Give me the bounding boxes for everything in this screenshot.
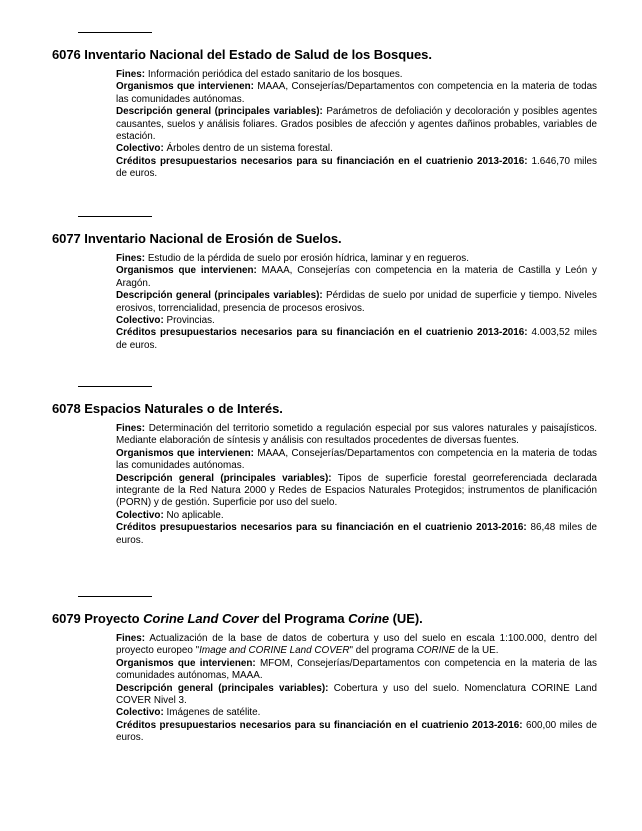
organismos-paragraph [116,265,597,290]
section-heading [52,47,597,62]
creditos-paragraph [116,522,597,547]
section-title: Inventario Nacional del Estado de Salud de los Bosques. [84,47,432,62]
organismos-text: MAAA, Consejerías/Departamentos con competencia en la materia de todas las comunidades autónomas. [116,447,597,472]
section-body [116,253,597,352]
section-divider [78,32,152,33]
organismos-label: Organismos que intervienen: [116,657,256,669]
section-number: 6079 [52,611,81,626]
descripcion-paragraph [116,683,597,708]
colectivo-text: Provincias. [166,315,215,327]
fines-paragraph [116,253,597,265]
section-title [84,611,422,626]
descripcion-label: Descripción general (principales variables): [116,682,329,694]
fines-label: Fines: [116,423,146,434]
descripcion-text: Tipos de superficie forestal georreferenciada declarada integrante de la Red Natura 2000 y Redes de Espacios Naturales Protegidos; instrumentos de planificación (PORN) y de gestión. Superficie por uso del suelo. [116,472,597,509]
creditos-label: Créditos presupuestarios necesarios para su financiación en el cuatrienio 2013-2016: [116,522,527,534]
creditos-label: Créditos presupuestarios necesarios para su financiación en el cuatrienio 2013-2016: [116,327,528,339]
colectivo-text: Árboles dentro de un sistema forestal. [166,143,333,155]
descripcion-text: Pérdidas de suelo por unidad de superficie y tiempo. Niveles erosivos, torrencialidad, presencia de procesos erosivos. [116,290,597,314]
colectivo-paragraph [116,510,597,522]
section-number: 6078 [52,401,81,416]
fines-text: Determinación del territorio sometido a regulación especial por sus valores naturales y paisajísticos. Mediante elaboración de síntesis y análisis con resultados procedentes de diversas fuentes. [116,423,597,447]
section-body [116,423,597,547]
section-title: Inventario Nacional de Erosión de Suelos. [84,231,342,246]
section-body [116,69,597,181]
organismos-paragraph [116,658,597,683]
fines-italic-text: CORINE [416,645,456,657]
section-divider [78,216,152,217]
fines-label: Fines: [116,69,146,80]
descripcion-label: Descripción general (principales variables): [116,472,332,484]
colectivo-label: Colectivo: [116,315,164,327]
descripcion-label: Descripción general (principales variables): [116,290,323,302]
section-heading [52,401,597,416]
creditos-paragraph [116,720,597,745]
section-6079 [52,596,597,745]
organismos-paragraph [116,81,597,106]
fines-paragraph [116,69,597,81]
colectivo-paragraph [116,707,597,719]
section-heading [52,611,597,626]
colectivo-label: Colectivo: [116,509,164,521]
section-number: 6077 [52,231,81,246]
creditos-text: 1.646,70 miles de euros. [116,155,597,180]
organismos-label: Organismos que intervienen: [116,265,257,277]
section-divider [78,386,152,387]
descripcion-text: Cobertura y uso del suelo. Nomenclatura CORINE Land COVER Nivel 3. [116,682,597,707]
descripcion-paragraph [116,473,597,510]
section-body [116,633,597,745]
fines-text: " del programa [349,645,417,657]
descripcion-text: Parámetros de defoliación y decoloración y posibles agentes causantes, suelos y análisis foliares. Grados posibles de afección y agentes dañinos probables, variables de estación. [116,106,598,143]
fines-italic-text: Image and CORINE Land COVER [199,645,350,657]
fines-text: de la UE. [455,645,499,657]
title-part: Proyecto [84,611,144,626]
section-heading [52,231,597,246]
creditos-paragraph [116,327,597,352]
fines-text: Estudio de la pérdida de suelo por erosión hídrica, laminar y en regueros. [147,253,469,264]
fines-text: Actualización de la base de datos de cobertura y uso del suelo en escala 1:100.000, dentro del proyecto europeo " [116,633,597,657]
organismos-text: MAAA, Consejerías/Departamentos con competencia en la materia de todas las comunidades autónomas. [116,81,597,105]
organismos-label: Organismos que intervienen: [116,447,254,459]
colectivo-label: Colectivo: [116,143,164,155]
descripcion-paragraph [116,106,597,143]
colectivo-label: Colectivo: [116,707,164,719]
creditos-label: Créditos presupuestarios necesarios para su financiación en el cuatrienio 2013-2016: [116,155,528,167]
section-divider [78,596,152,597]
organismos-label: Organismos que intervienen: [116,81,254,93]
colectivo-text: Imágenes de satélite. [166,707,261,719]
organismos-paragraph [116,448,597,473]
descripcion-paragraph [116,290,597,315]
title-part: del Programa [258,611,349,626]
organismos-text: MAAA, Consejerías con competencia en la materia de Castilla y León y Aragón. [116,265,597,289]
fines-label: Fines: [116,633,146,644]
colectivo-paragraph [116,315,597,327]
descripcion-label: Descripción general (principales variables): [116,106,323,118]
creditos-label: Créditos presupuestarios necesarios para su financiación en el cuatrienio 2013-2016: [116,719,523,731]
creditos-text: 4.003,52 miles de euros. [116,327,597,351]
fines-paragraph [116,423,597,448]
fines-text: Información periódica del estado sanitario de los bosques. [147,69,403,80]
colectivo-paragraph [116,143,597,155]
title-italic-part: Corine [348,611,390,626]
section-6076 [52,32,597,181]
title-part: (UE). [389,611,423,626]
section-number: 6076 [52,47,81,62]
section-title: Espacios Naturales o de Interés. [84,401,283,416]
creditos-text: 86,48 miles de euros. [116,522,597,546]
organismos-text: MFOM, Consejerías/Departamentos con competencia en la materia de las comunidades autónomas, MAAA. [116,657,597,682]
section-6078 [52,386,597,547]
colectivo-text: No aplicable. [166,509,224,521]
title-italic-part: Corine Land Cover [143,611,259,626]
creditos-text: 600,00 miles de euros. [116,719,597,744]
fines-label: Fines: [116,253,146,264]
creditos-paragraph [116,156,597,181]
section-6077 [52,216,597,352]
fines-paragraph [116,633,597,658]
